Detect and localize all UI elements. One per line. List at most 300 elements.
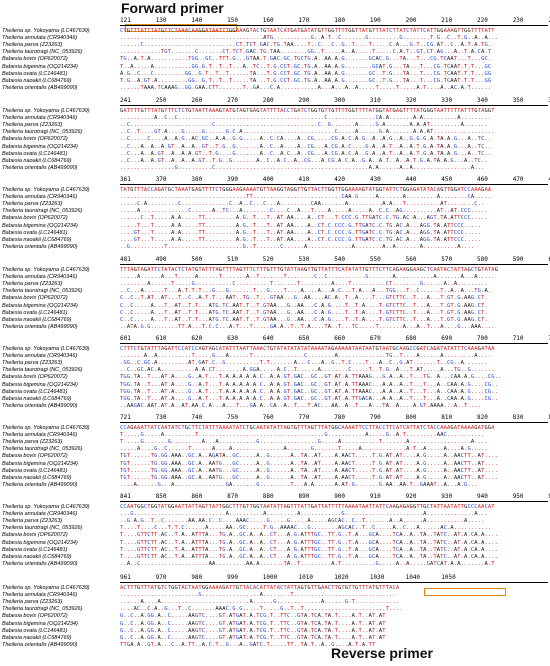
- species-name: Babesia bigemina (OQ214234): [2, 222, 78, 229]
- sequence-row: [0, 468, 550, 475]
- sequence-text: .......................G.................A........T..............................: [120, 592, 396, 599]
- sequence-text: TTTAGTAGATTCTATACTCTATGTATTTAGTTTTAGTTTCTTTGTTTGTATTAAGTTGTTATTTCATATATTGTTTCTTCAGAAGGAAGCTCAATACTATTAGCTGTATAG: [120, 267, 499, 273]
- sequence-text: .....A......A...T.....A......T.......A..T.......T........C..C...........G.......A...........A.......A...A.....: [120, 274, 495, 281]
- ruler-number: 940: [477, 493, 488, 500]
- ruler-number: 330: [441, 97, 453, 104]
- species-name: Babesia naoakii (LC684769): [2, 316, 72, 323]
- species-name: Babesia bigemina (OQ214234): [2, 539, 78, 546]
- species-name: Theileria taurotragi (NC_053926): [2, 367, 83, 374]
- sequence-row: [0, 49, 550, 56]
- sequence-text: ..G.A.G..T..C.......AA.AA.C..C....AAAC.....G.....G.....A.....AGCAC..C..T.......A..A......A...........A.....: [120, 518, 485, 525]
- ruler-number: 130: [155, 17, 167, 24]
- sequence-row: [0, 642, 550, 649]
- ruler-line: [120, 422, 548, 423]
- species-name: Babesia ovata (LC146481): [2, 70, 68, 77]
- ruler-number: 920: [405, 493, 417, 500]
- sequence-text: G..C..A.GG.A..C.....AAGTC....GT.ATGAT.A.TCG.T..TTC..GTA.TCA.TA.T....A.T..AT.AT: [120, 627, 386, 634]
- sequence-text: ...G...........................A..........A.........A............G.......................A..............A...: [120, 511, 488, 518]
- alignment-block: [0, 256, 550, 334]
- sequence-row: [0, 244, 550, 251]
- species-name: Theileria sp. Yokoyama (LC467639): [2, 585, 90, 591]
- ruler-number: 180: [334, 17, 346, 24]
- sequence-row: [0, 303, 550, 310]
- ruler-number: 1030: [369, 574, 385, 581]
- sequence-row: [0, 115, 550, 122]
- sequence-text: ACTTTGTTTATGTCTGGTACTAATGGAAAAGATTGTTACACATTATACTATTAGTGTTGAACTTGTGTTGTTTATGTTTACA: [120, 585, 400, 591]
- alignment-block: [0, 335, 550, 413]
- ruler-number: 590: [512, 256, 524, 263]
- species-name: Babesia ovata (LC146481): [2, 388, 68, 395]
- ruler-number: 450: [441, 176, 453, 183]
- ruler-number: 270: [227, 97, 238, 104]
- species-name: Theileria orientalis (AB499090): [2, 164, 78, 171]
- sequence-row: [0, 295, 550, 302]
- sequence-text: ....GT...T.....A.A.....TT.........A.G..T...T..AT.AA....A..CT.C.CCC.G.TTGATC.C.TG.AC.A...AGG.TA.ATTCCC.....: [120, 229, 482, 236]
- species-name: Theileria annulata (CR940346): [2, 511, 78, 518]
- sequence-row: [0, 230, 550, 237]
- species-name: Theileria annulata (CR940346): [2, 115, 78, 122]
- alignment-block: [0, 17, 550, 95]
- sequence-text: .GG..C.GC.A.........AT.GAT.C..G..........T.T.......A...C...A..G..T.C....T...A..C..G.AT.......T..CG..A.......: [120, 360, 488, 367]
- ruler-number: 460: [477, 176, 488, 183]
- species-name: Theileria orientalis (AB499090): [2, 641, 78, 648]
- species-name: Theileria sp. Yokoyama (LC467639): [2, 346, 90, 352]
- sequence-row: [0, 396, 550, 403]
- ruler-number: 150: [227, 17, 238, 24]
- sequence-row: [0, 374, 550, 381]
- species-name: Theileria annulata (CR940346): [2, 353, 78, 360]
- species-name: Babesia bigemina (OQ214234): [2, 381, 78, 388]
- ruler-number: 250: [155, 97, 167, 104]
- sequence-row: [0, 215, 550, 222]
- ruler-number: 310: [369, 97, 381, 104]
- species-name: Babesia bovis (OP620072): [2, 374, 68, 381]
- sequence-text: CCAGAAATTATCAATATCTGCTTCTATTTAAAATATCTGCAATATATTAGTGTTTAGTTTATGGCAAAATTCCTTACCTTCATCATTATCTACCAAAGATAAAAGATGGA: [120, 425, 495, 431]
- sequence-text: TGG.TA..T...AT.A....G..A.T...T.A.A.A.A.A.C..A.A.GT.GAC..GC..GT.AT.A.TTAAAG...G.A..A..T...TG..A...CAA.A.G....CG..: [120, 374, 502, 381]
- sequence-row: [0, 446, 550, 453]
- species-name: Babesia bovis (OP620072): [2, 613, 68, 620]
- ruler-number: 190: [369, 17, 381, 24]
- species-name: Theileria orientalis (AB499090): [2, 402, 78, 409]
- forward-primer-label: Forward primer: [121, 0, 224, 16]
- ruler-number: 550: [369, 256, 381, 263]
- sequence-text: TG..A.T.A...........TGG..GC..TTT.G...GTAA.T.GAC.GC.TGCTG.A..AA.A.G.......GCAC.G...TA...T...CG.TCAAT...T...GC.: [120, 56, 492, 63]
- species-name: Babesia naoakii (LC684769): [2, 634, 72, 641]
- species-name: Babesia naoakii (LC684769): [2, 157, 72, 164]
- sequence-row: [0, 274, 550, 281]
- sequence-row: [0, 35, 550, 42]
- ruler-number: 260: [191, 97, 203, 104]
- species-name: Theileria sp. Yokoyama (LC467639): [2, 28, 90, 34]
- ruler-number: 730: [155, 414, 167, 421]
- sequence-row: [0, 42, 550, 49]
- ruler-number: 660: [334, 335, 346, 342]
- sequence-text: ......C..T.....A.A.....TT.........A.G..T...T..AT.AA....A..CT...T.CCC.G.TTGATC.C.TG.AC.A...AGT.TA.ATTCCC.....: [120, 215, 488, 222]
- sequence-text: C..C..T.AT..AT...T..C..A.T.T...AAT..TG..T...GTAA...G..AA....AC.A..T..A....T...GTCTTC..T...A...T.GT.G.AAG.CT.: [120, 295, 488, 302]
- sequence-text: TGG.TA..T...AT.A....G..A.T...T.A.A.A.A.A.C..A.A.GT.GAC..GC..GT.AT.A.TTAAAC...A.A..A..T...T...A..CAA.A.G....CG..: [120, 381, 499, 388]
- sequence-row: [0, 267, 550, 274]
- species-name: Babesia bigemina (OQ214234): [2, 620, 78, 627]
- species-name: Theileria parva (Z23263): [2, 439, 63, 446]
- ruler-number: 200: [405, 17, 417, 24]
- species-name: Theileria sp. Yokoyama (LC467639): [2, 504, 90, 510]
- sequence-row: [0, 223, 550, 230]
- sequence-row: [0, 599, 550, 606]
- ruler-number: 760: [262, 414, 274, 421]
- ruler-number: 500: [191, 256, 203, 263]
- species-name: Theileria taurotragi (NC_053926): [2, 446, 83, 453]
- sequence-text: .......A..A..........T.....G...A......T...............C........A..............TG..T....A......A.........A....: [120, 353, 492, 360]
- sequence-text: T.G..A.GT.A.........GG..G.T..T..T.....TA...T.G.CCT.GC.TG.A..AA.A.G.......GC..T.G...TA...T...CG.TCAAT.T.T...GG: [120, 77, 492, 84]
- ruler-number: 420: [334, 176, 346, 183]
- ruler-number: 880: [262, 493, 274, 500]
- sequence-row: [0, 504, 550, 511]
- sequence-row: [0, 367, 550, 374]
- species-name: Babesia ovata (LC146481): [2, 309, 68, 316]
- ruler-number: 210: [441, 17, 453, 24]
- sequence-text: TGT......TG.GG.AAA..GC.A..AATG...GC.....A..G......A..TA..AT....A.AACT.....T.G.AT.AT....A.G.....A..AACTT..AT....: [120, 467, 499, 474]
- sequence-row: [0, 461, 550, 468]
- sequence-row: [0, 310, 550, 317]
- sequence-row: [0, 144, 550, 151]
- sequence-text: A.G..C...C.........GG..G.T..T..T......TA...T.G.CCT.GC.TG.A..AA.A.G.......GC..T.G...TA...T...CG.TCAAT.T.T...GG: [120, 70, 492, 77]
- sequence-text: ..C........................C..............................C..G.......A.....G.A.......A.A.AT.........A.......: [120, 122, 488, 129]
- species-name: Theileria parva (Z23263): [2, 599, 63, 606]
- ruler-number: 900: [334, 493, 346, 500]
- sequence-text: ..C...A..A.GT..A..A.A.GT..T.G....G.......A..C..A.C..A..CG...A.CG.A.C.A..G.A..A.T..A..A.T.G.A.TA.A.G...A..TC..: [120, 150, 492, 157]
- ruler-line: [120, 501, 548, 502]
- sequence-text: ............TGT.......C.......CT.TCT.GAC.TG.TAA........GG..T.....A..A.....T.....C.A.T..GT.CT.AG...A..T.A.CA.T: [120, 49, 492, 56]
- species-name: Theileria taurotragi (NC_053926): [2, 606, 83, 613]
- sequence-text: T....GTTCTT.AC..T.A..ATTTA...TG.A..GC.A..A..CT...A.G.ATTTGC..TT.G..T.A...GCA....TCA..A..TA..TATC..AT.A.CA.A....: [120, 546, 499, 553]
- sequence-row: [0, 201, 550, 208]
- ruler-line: [120, 582, 548, 583]
- ruler-number: 970: [155, 574, 167, 581]
- sequence-text: ..C...A..A.GT..A..A..A.GT..T.G..G.......A..C..A.C..A..CG...A.CG.A.C.A..G.A..A.T..A..A.T.G.A.TA.A.G...A..TC..: [120, 157, 488, 164]
- species-name: Theileria parva (Z23263): [2, 360, 63, 367]
- sequence-row: [0, 85, 550, 92]
- ruler-number: 481: [120, 256, 131, 263]
- species-name: Theileria annulata (CR940346): [2, 592, 78, 599]
- ruler-number: 560: [405, 256, 417, 263]
- species-name: Theileria taurotragi (NC_053926): [2, 525, 83, 532]
- species-name: Theileria annulata (CR940346): [2, 274, 78, 281]
- ruler-number: 320: [405, 97, 417, 104]
- ruler-number: 601: [120, 335, 131, 342]
- ruler-number: 820: [477, 414, 488, 421]
- ruler-number: 640: [262, 335, 274, 342]
- ruler-number: 870: [227, 493, 238, 500]
- ruler-number: 1020: [334, 574, 349, 581]
- sequence-row: [0, 382, 550, 389]
- sequence-text: G..C..A.GG.A..C.....AAGTC....GT.ATGAT.A.TCG.T..TTC..GTA.TCA.TA.T....A.T..AT.AT: [120, 634, 386, 641]
- species-name: Babesia bovis (OP620072): [2, 453, 68, 460]
- species-name: Theileria parva (Z23263): [2, 122, 63, 129]
- sequence-text: TTGA.A..GT.A...C..A.TT..A.C.T..G...A..GATC.T.....TT..TA.T..A..G....A.T.A.TT: [120, 641, 376, 648]
- sequence-text: G..C..A.GG.A..C.....AAGTC....GT.ATGAT.A.TCG.T..TTC..GTA.TCA.TA.T....A.T..AT.AT: [120, 613, 386, 620]
- species-name: Theileria orientalis (AB499090): [2, 243, 78, 250]
- sequence-text: ..ATA.G.G........TT.A...T.C.C...A.T...T.....GA.A..T..T.A....TA..T...TC.....T.......A...A..T...A....G...AAA....: [120, 323, 495, 330]
- ruler-number: 520: [262, 256, 274, 263]
- sequence-row: [0, 511, 550, 518]
- sequence-row: [0, 621, 550, 628]
- ruler-number: 990: [227, 574, 238, 581]
- sequence-text: TGT......TG.GG.AAA..GC.A..AATG...GC.....A..G......A..TA..AT....A.AACT.....T.G.AT.AT....A.G.....A..AACTT..AT....: [120, 460, 499, 467]
- sequence-text: ..AAGAC.AAT.AT.A..AT.AA.C.A...A...T...GA.A..CA..A..T...T.AC...AA..A..T...A...TA..A....A.GT.AAAA...A..T....: [120, 402, 482, 409]
- species-name: Babesia bigemina (OQ214234): [2, 63, 78, 70]
- sequence-text: G..C..A.GG.A..C.....AAGTC....GT.ATGAT.A.TCG.T..TTC..GTA.TCA.TA.T....A.T..AT.AT: [120, 620, 386, 627]
- ruler-number: 680: [405, 335, 417, 342]
- ruler-number: 300: [334, 97, 346, 104]
- sequence-text: .....T...T.....A.A.....TT.........A.G..T...T..AT.AA....A..CT.C.CCC.G.TTGATC.C.TG.AC.A...AGG.TA.ATTCCC.....: [120, 222, 482, 229]
- species-name: Babesia bovis (OP620072): [2, 56, 68, 63]
- ruler-line: [120, 105, 548, 106]
- sequence-text: ....GT...T.....A.A.....TT.........A.G..T...T..AT.AA....A..CT.C.CCC.G.TTGATC.C.TG.AC.A...AGG.TA.ATTCCC.....: [120, 236, 482, 243]
- sequence-text: TGG.TA..T...AT.A....G..A.T...T.A.A.A.A.A.C..A.A.GT.GAC..GC..GT.AT.A.TTGACA...A.A..A..T...T...A..CAA.A.G....CG..: [120, 395, 499, 402]
- species-name: Theileria sp. Yokoyama (LC467639): [2, 425, 90, 431]
- ruler-number: 721: [120, 414, 131, 421]
- sequence-row: [0, 540, 550, 547]
- species-name: Theileria orientalis (AB499090): [2, 560, 78, 567]
- ruler-number: 290: [298, 97, 310, 104]
- sequence-row: [0, 151, 550, 158]
- species-name: Theileria parva (Z23263): [2, 201, 63, 208]
- alignment-block: [0, 97, 550, 175]
- sequence-text: T....T....C...T.T.C......A.....AA..GC.....T.G..AAAAC...G........AGCAC..T..C.....A..C...A......AC.A...........: [120, 525, 492, 532]
- alignment-block: [0, 574, 550, 652]
- ruler-number: 770: [298, 414, 310, 421]
- species-name: Theileria sp. Yokoyama (LC467639): [2, 267, 90, 273]
- species-name: Theileria sp. Yokoyama (LC467639): [2, 187, 90, 193]
- sequence-row: [0, 628, 550, 635]
- ruler-number: 400: [262, 176, 274, 183]
- ruler-number: 430: [369, 176, 381, 183]
- sequence-row: [0, 288, 550, 295]
- sequence-text: ......TAAA.TCAAAG..GG.GAA.CTT.......T..GA...C.A...........A...A...A..A.....T.....T.....A.T....A..AC.A.T......: [120, 84, 492, 91]
- ruler-number: 710: [512, 335, 524, 342]
- sequence-row: [0, 403, 550, 410]
- species-name: Babesia naoakii (LC684769): [2, 236, 72, 243]
- sequence-text: ......C...........................CT.TCT.GAC.TG.TAA....T..C...C..G..T....T.....C.A...G.T..CG.AT..C..A.T.A.TG.: [120, 42, 492, 49]
- ruler-number: 170: [298, 17, 310, 24]
- sequence-text: C..C.....A...T..AT..T.T...ATG.TC.AAT.T..T.GTAA...G..AA...C.A.G....T..T.A....T.GTCTTC..T...A...T.GT.G.AAG.CT.: [120, 309, 488, 316]
- species-name: Babesia naoakii (LC684769): [2, 77, 72, 84]
- ruler-number: 841: [120, 493, 131, 500]
- species-name: Theileria sp. Yokoyama (LC467639): [2, 108, 90, 114]
- ruler-number: 570: [441, 256, 453, 263]
- species-name: Babesia ovata (LC146481): [2, 546, 68, 553]
- ruler-line: [120, 25, 548, 26]
- ruler-number: 830: [512, 414, 524, 421]
- ruler-number: 690: [441, 335, 453, 342]
- sequence-row: [0, 64, 550, 71]
- ruler-number: 610: [155, 335, 167, 342]
- sequence-text: ..C...A......T...A.T.T.T...G...G.......T...G....T....A....A...A.C...T.A...A...TGG...T..C......T..A..A...TG.A.: [120, 288, 492, 295]
- ruler-line: [120, 264, 548, 265]
- sequence-text: ..C...A..A..A.GT..A..A..GT..T.G..G.......A..C..A....A..CG...A.CG.A.C....G.A..A.T..A..A.T.G.A.TA.A.G...A..TC..: [120, 143, 492, 150]
- ruler-number: 1050: [441, 574, 456, 581]
- sequence-text: ........A......T.....G...........C..........T.......T.........A....T..........CT........G......A..A.........: [120, 281, 488, 288]
- sequence-row: [0, 635, 550, 642]
- sequence-text: TGT......TG.GG.AAA..GC.A..AGATA..GC.....A..G......A..TA..AT....A.AACT.....T.G.AT.AT....A.G.....A..AACTT..AT....: [120, 453, 499, 460]
- species-name: Babesia bovis (OP620072): [2, 532, 68, 539]
- sequence-row: [0, 324, 550, 331]
- reverse-primer-label: Reverse primer: [331, 645, 433, 661]
- ruler-number: 1000: [262, 574, 278, 581]
- ruler-number: 390: [227, 176, 238, 183]
- species-name: Babesia bigemina (OQ214234): [2, 143, 78, 150]
- sequence-text: ..C..T....GT.A....G.....G......G.C.A...........................C.....A......G.A.......A.A.AT..................: [120, 129, 495, 136]
- sequence-row: [0, 237, 550, 244]
- ruler-number: 620: [191, 335, 203, 342]
- sequence-row: [0, 613, 550, 620]
- species-name: Theileria parva (Z23263): [2, 518, 63, 525]
- ruler-number: 1040: [405, 574, 421, 581]
- species-name: Theileria orientalis (AB499090): [2, 84, 78, 91]
- sequence-row: [0, 432, 550, 439]
- sequence-row: [0, 525, 550, 532]
- sequence-text: ..G..........T......................G..T.......C......A.............A........A..A.......A..........A....: [120, 243, 475, 250]
- sequence-row: [0, 208, 550, 215]
- sequence-row: [0, 122, 550, 129]
- sequence-text: CTTTCTGTATTTAGATTCCATCCAGTAGCATATTTAATTAAACTGTATATATATATAAAATAGAAAAATAATAATGTAATGCAAGCCGATCAGATATATTTCAAAGATAA: [120, 346, 495, 352]
- sequence-row: [0, 56, 550, 63]
- ruler-number: 850: [155, 493, 167, 500]
- sequence-row: [0, 547, 550, 554]
- sequence-row: [0, 165, 550, 172]
- sequence-text: C..C.....A...T..AT..T.T...ATG.TC.AAT.T..T.GTAA...G..AA...C.A.G....T..T.A....T.GTCTTC..T...A...T.GT.G.AAG.CT.: [120, 316, 488, 323]
- ruler-number: 241: [120, 97, 131, 104]
- sequence-text: .....................................TT..........................CAA.G.....A.......A.........A........CA.....: [120, 194, 492, 201]
- species-name: Theileria orientalis (AB499090): [2, 481, 78, 488]
- sequence-text: T.....G.......G.........A...A...........G.................G.....A...........T.......A..................A....: [120, 439, 488, 446]
- ruler-number: 280: [262, 97, 274, 104]
- sequence-row: [0, 554, 550, 561]
- ruler-number: 440: [405, 176, 417, 183]
- ruler-number: 230: [512, 17, 524, 24]
- sequence-row: [0, 482, 550, 489]
- sequence-row: [0, 453, 550, 460]
- species-name: Babesia ovata (LC146481): [2, 229, 68, 236]
- sequence-text: ..........A..C..C...........................................C..............CA.A.......A.A..........A.........: [120, 115, 492, 122]
- sequence-text: TGG.TA..T...AT.A....G..A.T...T.A.A.A.A.A.C..A.A.GT.GAC..GC..GT.AT.A.TTAAAC...A.A..A..T...T...A..CAA.A.G....CG..: [120, 388, 499, 395]
- species-name: Theileria annulata (CR940346): [2, 432, 78, 439]
- ruler-number: 670: [369, 335, 381, 342]
- sequence-row: [0, 187, 550, 194]
- species-name: Babesia naoakii (LC684769): [2, 395, 72, 402]
- sequence-row: [0, 360, 550, 367]
- species-name: Babesia ovata (LC146481): [2, 627, 68, 634]
- species-name: Babesia ovata (LC146481): [2, 467, 68, 474]
- sequence-row: [0, 518, 550, 525]
- ruler-number: 910: [369, 493, 381, 500]
- sequence-row: [0, 353, 550, 360]
- species-name: Babesia bigemina (OQ214234): [2, 460, 78, 467]
- sequence-row: [0, 71, 550, 78]
- ruler-number: 370: [155, 176, 167, 183]
- ruler-number: 121: [120, 17, 131, 24]
- sequence-row: [0, 78, 550, 85]
- sequence-text: ....A......G...A...............GA.......G.........T...A.A......A.AT.G.......G.AA..AA.T..GAAAT..A...A.G...: [120, 481, 478, 488]
- sequence-text: T....GTTCTT.AC..T.A..ATTTA...TG.A..GC.A..A..CT...A.G.ATTTGC..TT.G..T.A...GCA....TCA..A..TA..TATC..AT.A.CA.A....: [120, 532, 499, 539]
- species-name: Theileria parva (Z23263): [2, 42, 63, 49]
- ruler-line: [120, 184, 548, 185]
- sequence-text: ................G..........C.............................................A.A......A..A.................A...: [120, 164, 485, 171]
- sequence-text: ......A....A..........................A......G.............A......G.T.............: [120, 599, 400, 606]
- ruler-number: 580: [477, 256, 488, 263]
- sequence-text: .....A....G..C......T......A....A...............A.......G.......T.....A.............A.T..A.....A....A.G.....: [120, 446, 488, 453]
- sequence-row: [0, 561, 550, 568]
- ruler-number: 350: [512, 97, 524, 104]
- sequence-text: TATGTTTACCAGATGCTAAATGAGTTTTCTGGGAAGAAAATGTTAAGGTAGGTTGTTACTTGGTTGGAAAAGTATGGTATTCTGGAGATATACAGTTGGATCCAAAGAA: [120, 187, 492, 193]
- ruler-number: 860: [191, 493, 203, 500]
- ruler-number: 810: [441, 414, 453, 421]
- ruler-line: [120, 343, 548, 344]
- sequence-text: C..C.....A...T..AT..T.T...ATG.TC.AAT.T..T.GTAA...G..AA...C.A.G....T..T.A....T.GTCTTC..T...A...T.GT.G.AAG.CT.: [120, 302, 488, 309]
- species-name: Theileria taurotragi (NC_053926): [2, 208, 83, 215]
- sequence-text: ..........................................ATG...........G..A.T..C.......G.........G........T.G..C..T.G..A..A...: [120, 35, 499, 42]
- sequence-row: [0, 475, 550, 482]
- species-name: Babesia naoakii (LC684769): [2, 553, 72, 560]
- ruler-number: 160: [262, 17, 274, 24]
- ruler-number: 530: [298, 256, 310, 263]
- ruler-number: 220: [477, 17, 488, 24]
- ruler-number: 140: [191, 17, 203, 24]
- sequence-text: ..C.....C....A..A.G..AC.GC..A.A..G.G.....A..C.CA....A..CG.....CG.A.C.A.G..A..A.G..A..G.G.G.A.TA.A.G...A..TC..: [120, 136, 492, 143]
- sequence-row: [0, 439, 550, 446]
- species-name: Babesia bovis (OP620072): [2, 215, 68, 222]
- ruler-number: 380: [191, 176, 203, 183]
- ruler-number: 740: [191, 414, 203, 421]
- sequence-row: [0, 281, 550, 288]
- sequence-text: T.....G.....A.........T.....................................G...........A.....G..A.T.........AAC...........: [120, 432, 485, 439]
- sequence-text: T....GTTCTT.AC..T.A..ATTTA...TG.A..GC.A..A..CT...A.G.ATTTGC..TT.G..T.A...GCA....TCA..A..TA..TATC..AT.A.CA.A....: [120, 553, 499, 560]
- ruler-number: 361: [120, 176, 131, 183]
- sequence-text: T..A.....A...........GG.G.T..T..T...A..TC..T.G.CCT.GC.TG.A..AA.A.G........GCAT.G...TA...T...CG.TCAAT.T.T...GC: [120, 63, 492, 70]
- sequence-row: [0, 606, 550, 613]
- sequence-text: TGT......TG.GG.AAA..GC.A..AATG...GC.....A..G......A..TA..AT....A.AACT.....T.G.AT.AT....A.G.....A..AACTT..AT....: [120, 474, 499, 481]
- ruler-number: 930: [441, 493, 453, 500]
- sequence-text: .....C.A.........C..............C..A..C...C...A.........CAA.......A..........A.A...T..........AT........C..: [120, 201, 485, 208]
- species-name: Babesia naoakii (LC684769): [2, 474, 72, 481]
- sequence-text: ..C..GC.AC.A..........A.A.CT........A.GGA.....A.C..T......A........C.....T..T.G..A...T.AT.....A...TG..G.......: [120, 367, 495, 374]
- species-name: Babesia bigemina (OQ214234): [2, 302, 78, 309]
- sequence-text: GATTTTGTTTATGTTTCTCTGTAATTAAAGTATGTAGTGAGTATTTTACCTGATCTGGTGTTGTTTTGGTTTTATGGTATGAGTTTTATGGGTAATTTTTATTTGTAGGT: [120, 108, 495, 114]
- species-name: Theileria taurotragi (NC_053926): [2, 288, 83, 295]
- alignment-block: [0, 493, 550, 571]
- sequence-row: [0, 346, 550, 353]
- sequence-text: ....AC..C.A..G...T..C.......AAAC.G.G.....T.....G..T..T........................T....: [120, 606, 403, 613]
- species-name: Babesia bovis (OP620072): [2, 295, 68, 302]
- ruler-number: 780: [334, 414, 346, 421]
- species-name: Theileria parva (Z23263): [2, 281, 63, 288]
- ruler-number: 950: [512, 493, 524, 500]
- sequence-row: [0, 317, 550, 324]
- sequence-text: CTGTTTATTTATGTTCTAAACAAGGATAATTTGGAAAGTACTGTAATCATGATGATATGTTGGTTTTGGTTATGTTTATCTTATCTATTCATTGGAAAGTTGGTTTTATT: [120, 28, 495, 34]
- species-name: Theileria taurotragi (NC_053926): [2, 129, 83, 136]
- ruler-number: 650: [298, 335, 310, 342]
- species-name: Babesia ovata (LC146481): [2, 150, 68, 157]
- sequence-text: ..A..C....................AA.........AA.A.......TA..T.........A.T..........G.....A..A.....GATCAT.A.A.......A.T: [120, 560, 495, 567]
- sequence-row: [0, 158, 550, 165]
- ruler-number: 1010: [298, 574, 313, 581]
- sequence-row: [0, 389, 550, 396]
- ruler-number: 961: [120, 574, 131, 581]
- sequence-row: [0, 108, 550, 115]
- sequence-text: T....GTTCTT.AC..T.A..ATTTA...TG.A..GC.A..A..CT...A.G.ATTTGC..TT.G..T.A...GCA....TCA..A..TA..TATC..AT.A.CA.A....: [120, 539, 499, 546]
- sequence-row: [0, 425, 550, 432]
- sequence-row: [0, 136, 550, 143]
